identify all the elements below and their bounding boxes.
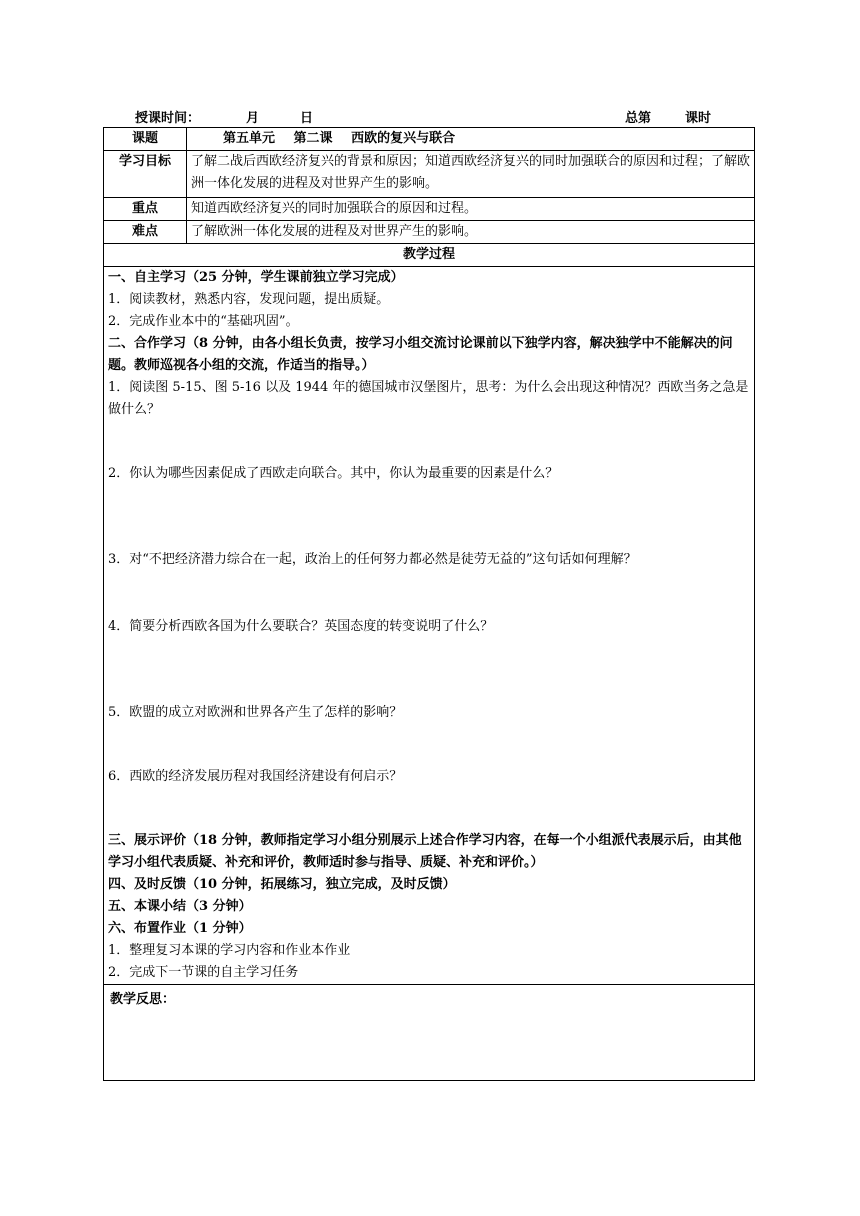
goal-row bbox=[104, 151, 755, 198]
difficulty-row bbox=[104, 221, 755, 244]
difficulty-text: 了解欧洲一体化发展的进程及对世界产生的影响。 bbox=[187, 221, 755, 244]
section-2-heading: 二、合作学习（8 分钟，由各小组长负责，按学习小组交流讨论课前以下独学内容，解决独学中不能解决的问题。教师巡视各小组的交流，作适当的指导。） bbox=[108, 336, 733, 373]
period-label: 课时 bbox=[685, 111, 712, 126]
question-6: 6．西欧的经济发展历程对我国经济建设有何启示？ bbox=[108, 769, 403, 784]
question-2: 2．你认为哪些因素促成了西欧走向联合。其中，你认为最重要的因素是什么？ bbox=[108, 466, 559, 481]
section-5-heading: 五、本课小结（3 分钟） bbox=[108, 899, 252, 914]
homework-item-1: 1．整理复习本课的学习内容和作业本作业 bbox=[108, 943, 351, 958]
section-1-item-1: 1．阅读教材，熟悉内容，发现问题，提出质疑。 bbox=[108, 292, 390, 307]
question-5: 5．欧盟的成立对欧洲和世界各产生了怎样的影响？ bbox=[108, 705, 403, 720]
key-point-text: 知道西欧经济复兴的同时加强联合的原因和过程。 bbox=[187, 198, 755, 221]
reflection-row bbox=[104, 985, 755, 1081]
lesson-time-label: 授课时间： bbox=[135, 111, 201, 126]
topic-label: 课题 bbox=[104, 128, 187, 151]
answer-space-6 bbox=[108, 788, 750, 830]
answer-space-4 bbox=[108, 638, 750, 702]
answer-space-1 bbox=[108, 421, 750, 463]
section-6-heading: 六、布置作业（1 分钟） bbox=[108, 921, 252, 936]
answer-space-3 bbox=[108, 571, 750, 616]
question-3: 3．对“不把经济潜力综合在一起，政治上的任何努力都必然是徒劳无益的”这句话如何理解？ bbox=[108, 552, 637, 567]
topic-row bbox=[104, 128, 755, 151]
difficulty-label: 难点 bbox=[104, 221, 187, 244]
process-content bbox=[104, 267, 755, 985]
section-4-heading: 四、及时反馈（10 分钟，拓展练习，独立完成，及时反馈） bbox=[108, 877, 456, 892]
process-content-row bbox=[104, 267, 755, 985]
topic-unit: 第五单元 bbox=[223, 131, 276, 146]
month-label: 月 bbox=[246, 111, 260, 126]
goal-label: 学习目标 bbox=[104, 151, 187, 198]
process-title: 教学过程 bbox=[104, 244, 755, 267]
reflection-label: 教学反思： bbox=[104, 985, 755, 1081]
total-label: 总第 bbox=[625, 111, 652, 126]
question-4: 4．简要分析西欧各国为什么要联合？英国态度的转变说明了什么？ bbox=[108, 619, 494, 634]
process-title-row bbox=[104, 244, 755, 267]
section-1-heading: 一、自主学习（25 分钟，学生课前独立学习完成） bbox=[108, 270, 404, 285]
topic-lesson: 第二课 bbox=[293, 131, 333, 146]
topic-value bbox=[187, 128, 755, 151]
answer-space-2 bbox=[108, 485, 750, 549]
question-1: 1．阅读图 5-15、图 5-16 以及 1944 年的德国城市汉堡图片，思考：为什么会出现这种情况？西欧当务之急是做什么？ bbox=[108, 380, 749, 417]
goal-text: 了解二战后西欧经济复兴的背景和原因；知道西欧经济复兴的同时加强联合的原因和过程；了解欧洲一体化发展的进程及对世界产生的影响。 bbox=[187, 151, 755, 198]
key-point-row bbox=[104, 198, 755, 221]
section-1-item-2: 2．完成作业本中的“基础巩固”。 bbox=[108, 314, 299, 329]
lesson-plan-table bbox=[103, 127, 755, 1081]
section-3-heading: 三、展示评价（18 分钟，教师指定学习小组分别展示上述合作学习内容，在每一个小组派代表展示后，由其他学习小组代表质疑、补充和评价，教师适时参与指导、质疑、补充和评价。） bbox=[108, 833, 742, 870]
topic-name: 西欧的复兴与联合 bbox=[351, 131, 456, 146]
answer-space-5 bbox=[108, 724, 750, 766]
lesson-header bbox=[0, 107, 860, 127]
key-point-label: 重点 bbox=[104, 198, 187, 221]
day-label: 日 bbox=[300, 111, 314, 126]
homework-item-2: 2．完成下一节课的自主学习任务 bbox=[108, 965, 299, 980]
